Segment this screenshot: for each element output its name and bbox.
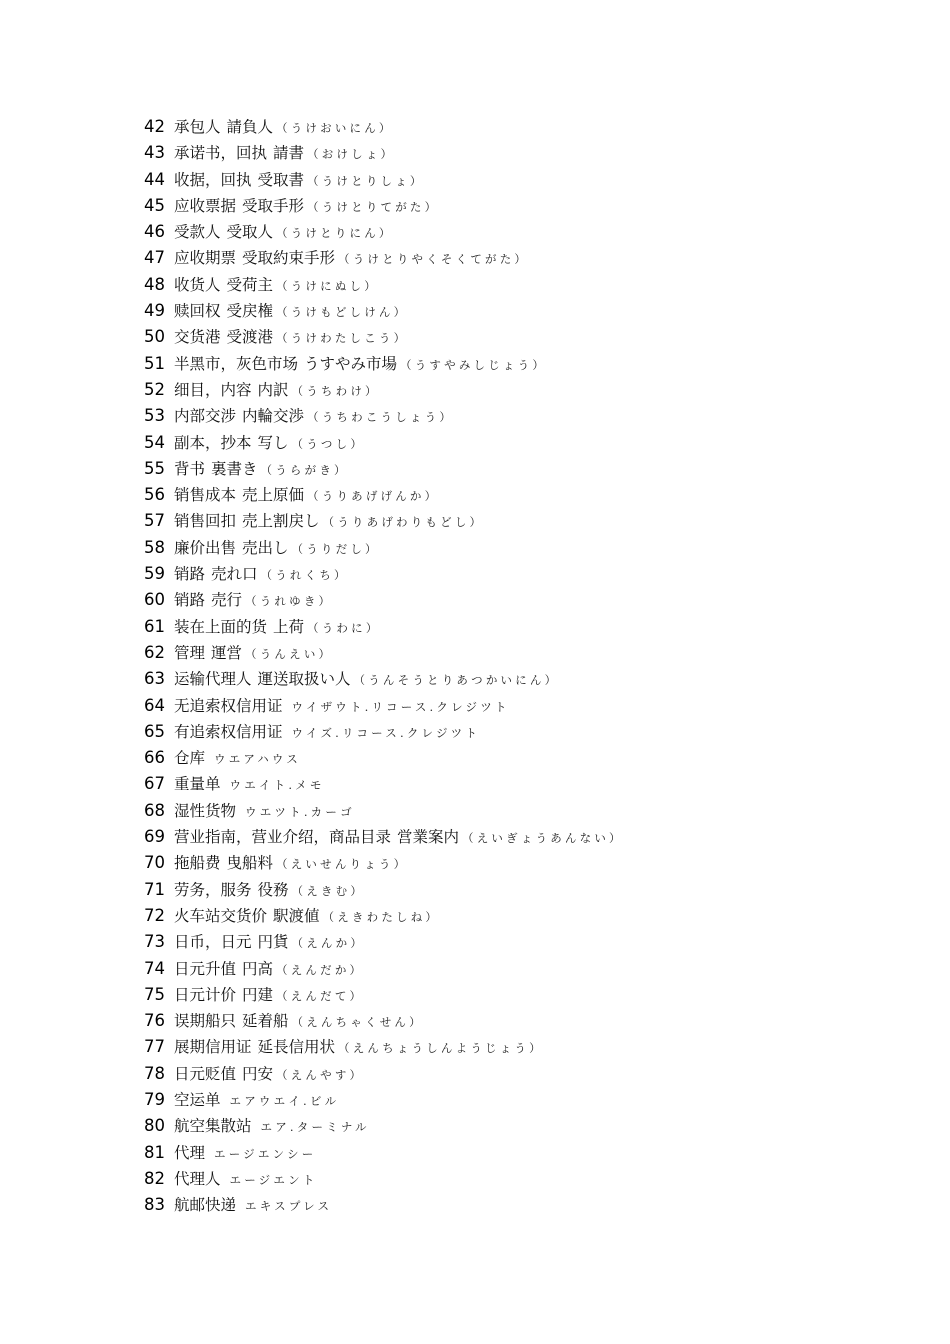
entry-number: 71 xyxy=(144,879,165,899)
chinese-term: 内部交涉 xyxy=(174,407,237,426)
chinese-term: 半黑市，灰色市场 xyxy=(174,354,299,373)
chinese-term: 应收票据 xyxy=(174,196,237,215)
list-item xyxy=(144,1140,924,1166)
list-item xyxy=(144,167,924,193)
entry-number: 56 xyxy=(144,485,165,505)
chinese-term: 销路 xyxy=(174,591,206,610)
entry-number: 80 xyxy=(144,1116,165,1136)
kana-reading: （うりだし） xyxy=(291,541,380,556)
chinese-term: 日元贬值 xyxy=(174,1064,237,1083)
entry-number: 54 xyxy=(144,432,165,452)
list-item xyxy=(144,245,924,271)
entry-number: 55 xyxy=(144,458,165,478)
glossary-list xyxy=(144,114,924,1218)
chinese-term: 误期船只 xyxy=(174,1012,237,1031)
japanese-term: 受取人 xyxy=(226,223,274,242)
kana-reading: （うんえい） xyxy=(245,646,334,661)
kana-reading: （うけとりしょ） xyxy=(307,173,425,188)
chinese-term: 航邮快递 xyxy=(174,1196,237,1215)
kana-reading: （えんだか） xyxy=(276,962,365,977)
list-item xyxy=(144,219,924,245)
entry-number: 82 xyxy=(144,1168,165,1188)
entry-number: 45 xyxy=(144,195,165,215)
chinese-term: 日元计价 xyxy=(174,985,237,1004)
japanese-term: 内輪交渉 xyxy=(242,407,305,426)
entry-number: 70 xyxy=(144,853,165,873)
list-item xyxy=(144,1087,924,1113)
entry-number: 74 xyxy=(144,958,165,978)
entry-number: 53 xyxy=(144,406,165,426)
list-item xyxy=(144,719,924,745)
list-item xyxy=(144,929,924,955)
kana-reading: （えんか） xyxy=(291,936,366,951)
list-item xyxy=(144,587,924,613)
kana-reading: （おけしょ） xyxy=(307,147,396,162)
chinese-term: 承包人 xyxy=(174,118,221,136)
japanese-term: 受戻権 xyxy=(226,302,274,321)
list-item xyxy=(144,640,924,666)
japanese-term: 売出し xyxy=(242,538,289,557)
list-item xyxy=(144,771,924,797)
japanese-term: 延着船 xyxy=(242,1012,289,1031)
list-item xyxy=(144,614,924,640)
chinese-term: 交货港 xyxy=(174,328,221,347)
japanese-term: 売れ口 xyxy=(211,565,258,584)
chinese-term: 劳务，服务 xyxy=(174,880,252,899)
entry-number: 57 xyxy=(144,511,165,531)
japanese-term: 駅渡値 xyxy=(273,906,320,925)
list-item xyxy=(144,1166,924,1192)
entry-number: 48 xyxy=(144,274,165,294)
list-item xyxy=(144,561,924,587)
chinese-term: 火车站交货价 xyxy=(174,906,268,925)
chinese-term: 仓库 xyxy=(174,749,206,768)
kana-reading: エージエンシー xyxy=(214,1146,317,1161)
entry-number: 79 xyxy=(144,1089,165,1109)
japanese-term: 請負人 xyxy=(226,118,274,136)
chinese-term: 空运单 xyxy=(174,1090,221,1109)
entry-number: 47 xyxy=(144,248,165,268)
kana-reading: エアウエイ.ビル xyxy=(229,1093,340,1108)
list-item xyxy=(144,508,924,534)
list-item xyxy=(144,535,924,561)
entry-number: 68 xyxy=(144,800,165,820)
entry-number: 66 xyxy=(144,748,165,768)
japanese-term: うすやみ市場 xyxy=(304,354,398,373)
entry-number: 51 xyxy=(144,353,165,373)
list-item xyxy=(144,377,924,403)
japanese-term: 曳船料 xyxy=(226,854,274,873)
entry-number: 43 xyxy=(144,143,165,163)
entry-number: 44 xyxy=(144,169,165,189)
list-item xyxy=(144,956,924,982)
japanese-term: 受取書 xyxy=(257,170,305,189)
chinese-term: 有追索权信用证 xyxy=(174,722,283,741)
chinese-term: 背书 xyxy=(174,459,206,478)
list-item xyxy=(144,324,924,350)
japanese-term: 営業案内 xyxy=(397,828,460,847)
kana-reading: ウエアハウス xyxy=(214,752,301,767)
chinese-term: 细目，内容 xyxy=(174,380,252,399)
chinese-term: 代理 xyxy=(174,1143,206,1162)
kana-reading: （うつし） xyxy=(291,436,366,451)
list-item xyxy=(144,877,924,903)
kana-reading: （うらがき） xyxy=(260,462,349,477)
kana-reading: ウエイト.メモ xyxy=(229,778,325,793)
list-item xyxy=(144,482,924,508)
list-item xyxy=(144,1061,924,1087)
list-item xyxy=(144,456,924,482)
entry-number: 46 xyxy=(144,222,165,242)
chinese-term: 装在上面的货 xyxy=(174,617,268,636)
kana-reading: （うれくち） xyxy=(260,568,349,583)
entry-number: 64 xyxy=(144,695,165,715)
entry-number: 50 xyxy=(144,327,165,347)
kana-reading: （うちわこうしょう） xyxy=(307,410,455,425)
chinese-term: 营业指南，营业介绍，商品目录 xyxy=(174,828,392,847)
kana-reading: ウイザウト.リコース.クレジツト xyxy=(291,699,510,714)
list-item xyxy=(144,140,924,166)
chinese-term: 代理人 xyxy=(174,1169,221,1188)
chinese-term: 管理 xyxy=(174,643,206,662)
entry-number: 59 xyxy=(144,564,165,584)
list-item xyxy=(144,798,924,824)
list-item xyxy=(144,403,924,429)
list-item xyxy=(144,745,924,771)
entry-number: 52 xyxy=(144,379,165,399)
entry-number: 49 xyxy=(144,301,165,321)
list-item xyxy=(144,1113,924,1139)
list-item xyxy=(144,1034,924,1060)
chinese-term: 航空集散站 xyxy=(174,1117,252,1136)
kana-reading: ウイズ.リコース.クレジツト xyxy=(291,725,481,740)
entry-number: 75 xyxy=(144,984,165,1004)
japanese-term: 売上割戻し xyxy=(242,512,320,531)
entry-number: 83 xyxy=(144,1195,165,1215)
japanese-term: 売行 xyxy=(211,591,243,610)
kana-reading: （うけおいにん） xyxy=(276,121,394,135)
japanese-term: 運送取扱い人 xyxy=(257,670,351,689)
japanese-term: 受渡港 xyxy=(226,328,274,347)
japanese-term: 受荷主 xyxy=(226,275,274,294)
list-item xyxy=(144,850,924,876)
entry-number: 73 xyxy=(144,932,165,952)
kana-reading: （えいせんりょう） xyxy=(276,857,409,872)
list-item xyxy=(144,1192,924,1218)
kana-reading: ウエツト.カーゴ xyxy=(245,804,355,819)
chinese-term: 承诺书，回执 xyxy=(174,144,268,163)
entry-number: 42 xyxy=(144,117,165,136)
kana-reading: （うけとりてがた） xyxy=(307,199,440,214)
chinese-term: 收据，回执 xyxy=(174,170,252,189)
japanese-term: 円貨 xyxy=(257,933,289,952)
list-item xyxy=(144,193,924,219)
entry-number: 60 xyxy=(144,590,165,610)
kana-reading: （うちわけ） xyxy=(291,383,380,398)
kana-reading: （うわに） xyxy=(307,620,381,635)
japanese-term: 受取約束手形 xyxy=(242,249,336,268)
chinese-term: 湿性货物 xyxy=(174,801,237,820)
list-item xyxy=(144,351,924,377)
japanese-term: 円建 xyxy=(242,985,274,1004)
list-item xyxy=(144,824,924,850)
japanese-term: 円安 xyxy=(242,1064,274,1083)
chinese-term: 日币，日元 xyxy=(174,933,252,952)
japanese-term: 延長信用状 xyxy=(257,1038,336,1057)
japanese-term: 売上原価 xyxy=(242,486,305,505)
list-item xyxy=(144,903,924,929)
entry-number: 76 xyxy=(144,1011,165,1031)
list-item xyxy=(144,1008,924,1034)
kana-reading: （うけとりにん） xyxy=(276,226,394,241)
entry-number: 69 xyxy=(144,827,165,847)
kana-reading: エキスプレス xyxy=(245,1199,333,1214)
chinese-term: 副本，抄本 xyxy=(174,433,252,452)
entry-number: 62 xyxy=(144,642,165,662)
chinese-term: 运输代理人 xyxy=(174,670,252,689)
entry-number: 81 xyxy=(144,1142,165,1162)
kana-reading: （うれゆき） xyxy=(245,594,334,609)
entry-number: 67 xyxy=(144,774,165,794)
kana-reading: （えんだて） xyxy=(276,988,365,1003)
kana-reading: （えいぎょうあんない） xyxy=(462,831,624,846)
chinese-term: 重量单 xyxy=(174,775,221,794)
chinese-term: 无追索权信用证 xyxy=(174,696,283,715)
chinese-term: 展期信用证 xyxy=(174,1038,252,1057)
kana-reading: （うけわたしこう） xyxy=(276,331,409,346)
japanese-term: 請書 xyxy=(273,144,305,163)
list-item xyxy=(144,114,924,140)
kana-reading: （うけにぬし） xyxy=(276,278,379,293)
kana-reading: （えきむ） xyxy=(291,883,366,898)
chinese-term: 销售成本 xyxy=(174,486,237,505)
japanese-term: 受取手形 xyxy=(242,196,305,215)
list-item xyxy=(144,272,924,298)
entry-number: 61 xyxy=(144,616,165,636)
kana-reading: （うりあげげんか） xyxy=(307,489,440,504)
chinese-term: 拖船费 xyxy=(174,854,221,873)
kana-reading: エージエント xyxy=(229,1172,318,1187)
japanese-term: 上荷 xyxy=(273,617,305,636)
japanese-term: 写し xyxy=(257,433,289,452)
kana-reading: エア.ターミナル xyxy=(260,1120,370,1135)
list-item xyxy=(144,666,924,692)
list-item xyxy=(144,693,924,719)
kana-reading: （うけとりやくそくてがた） xyxy=(338,252,530,267)
entry-number: 65 xyxy=(144,721,165,741)
list-item xyxy=(144,430,924,456)
japanese-term: 円高 xyxy=(242,959,274,978)
chinese-term: 销路 xyxy=(174,565,206,584)
chinese-term: 廉价出售 xyxy=(174,538,237,557)
chinese-term: 收货人 xyxy=(174,275,221,294)
entry-number: 63 xyxy=(144,669,165,689)
entry-number: 78 xyxy=(144,1063,165,1083)
chinese-term: 日元升值 xyxy=(174,959,237,978)
kana-reading: （うりあげわりもどし） xyxy=(322,515,485,530)
japanese-term: 運営 xyxy=(211,643,243,662)
japanese-term: 裏書き xyxy=(211,459,258,478)
japanese-term: 内訳 xyxy=(257,380,289,399)
chinese-term: 受款人 xyxy=(174,223,221,242)
kana-reading: （えんちゃくせん） xyxy=(291,1015,424,1030)
kana-reading: （うけもどしけん） xyxy=(276,305,409,320)
entry-number: 77 xyxy=(144,1037,165,1057)
chinese-term: 销售回扣 xyxy=(174,512,237,531)
list-item xyxy=(144,982,924,1008)
kana-reading: （えんやす） xyxy=(276,1067,365,1082)
kana-reading: （うすやみしじょう） xyxy=(400,357,548,372)
kana-reading: （えんちょうしんようじょう） xyxy=(338,1041,544,1056)
kana-reading: （えきわたしね） xyxy=(322,909,441,924)
kana-reading: （うんそうとりあつかいにん） xyxy=(353,673,560,688)
entry-number: 58 xyxy=(144,537,165,557)
japanese-term: 役務 xyxy=(257,880,289,899)
entry-number: 72 xyxy=(144,905,165,925)
chinese-term: 赎回权 xyxy=(174,302,221,321)
chinese-term: 应收期票 xyxy=(174,249,237,268)
list-item xyxy=(144,298,924,324)
